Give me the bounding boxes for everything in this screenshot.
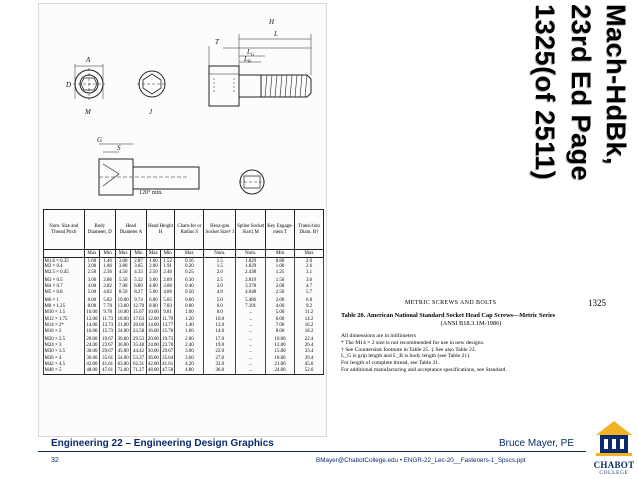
- table-cell: 33.4: [295, 348, 324, 354]
- table-cell: 48.00: [147, 368, 159, 374]
- table-cell: 19.73: [161, 335, 175, 343]
- table-cell: 6.00: [84, 295, 100, 303]
- table-row: [44, 335, 324, 343]
- table-cell: 4.80: [175, 368, 204, 374]
- table-cell-size: M48 × 5: [44, 368, 85, 374]
- label-G: G: [97, 136, 103, 144]
- table-cell: ...: [236, 348, 266, 354]
- socket-head-cap-screw-table: [43, 209, 324, 375]
- table-cell: 3.00: [175, 348, 204, 354]
- table-cell-size: M12 × 1.75: [44, 315, 85, 323]
- table-cell: 2.50: [146, 270, 160, 276]
- table-cell: 1.00: [266, 264, 295, 270]
- table-cell: 32.0: [204, 362, 236, 368]
- subheader-cell: Max: [116, 250, 131, 258]
- table-cell: 5.00: [266, 309, 295, 315]
- running-head: METRIC SCREWS AND BOLTS: [405, 300, 497, 306]
- col-chamfer: Cham-fer or Radius S: [175, 210, 204, 250]
- table-cell: 2.89: [161, 276, 175, 284]
- table-cell: 4.33: [131, 270, 146, 276]
- table-cell: 2.50: [266, 290, 295, 296]
- table-cell: 3.6: [295, 276, 324, 284]
- table-cell: 1.829: [236, 264, 266, 270]
- table-cell-size: M6 × 1: [44, 295, 85, 303]
- table-cell: 10.00: [266, 335, 295, 343]
- table-cell: 0.25: [175, 270, 204, 276]
- table-cell: 14.00: [147, 323, 159, 329]
- table-cell: 2.00: [175, 335, 204, 343]
- subheader-cell: Min: [131, 250, 146, 258]
- table-cell: 10.00: [84, 309, 100, 315]
- table-cell: 1.52: [161, 258, 175, 264]
- table-notes: [341, 333, 616, 374]
- table-cell: 0.60: [175, 295, 204, 303]
- table-cell: 8.00: [84, 303, 100, 309]
- title-line-3: 1325(of 2511): [530, 4, 560, 181]
- col-key: Key Engage-ment T: [266, 210, 295, 250]
- table-cell: 29.67: [162, 348, 174, 354]
- col-spline: Spline Socket Size‡ M: [236, 210, 266, 250]
- table-cell: 53.37: [131, 354, 146, 362]
- table-cell: 5.32: [131, 276, 146, 284]
- table-cell: 29.67: [100, 348, 116, 354]
- col-transition: Transi-tion Diam. B†: [295, 210, 324, 250]
- table-cell: 4.82: [100, 290, 116, 296]
- table-cell: 20.60: [131, 323, 146, 329]
- table-cell: 7.83: [161, 303, 175, 309]
- table-cell-size: M42 × 4.5: [44, 362, 85, 368]
- table-cell: 13.00: [116, 303, 131, 309]
- footer-bar: [38, 438, 586, 452]
- table-cell: 1.25: [266, 270, 295, 276]
- table-row: [44, 368, 324, 374]
- table-cell: 2.00: [146, 264, 160, 270]
- table-cell: 23.58: [131, 329, 146, 335]
- table-cell: 19.0: [204, 342, 236, 348]
- table-cell: 21.00: [266, 362, 295, 368]
- table-cell: 6.00: [146, 295, 160, 303]
- table-cell: ...: [236, 354, 266, 362]
- subheader-cell: Max: [295, 250, 324, 258]
- slide-title: [405, 4, 635, 252]
- author: Bruce Mayer, PE: [498, 438, 574, 449]
- table-cell: 4.00: [84, 284, 100, 290]
- table-cell: 62.31: [131, 362, 146, 368]
- table-cell: 14.2: [295, 315, 324, 323]
- subheader-cell: Min: [266, 250, 295, 258]
- screw-shank: [239, 75, 261, 97]
- table-cell: 15.00: [266, 348, 295, 354]
- table-cell: 1.00: [175, 309, 204, 315]
- table-cell: 35.48: [131, 342, 146, 348]
- table-cell: 9.81: [161, 309, 175, 315]
- table-cell: 4.50: [116, 270, 131, 276]
- table-cell: 0.30: [175, 276, 204, 284]
- table-cell: 5.00: [146, 290, 160, 296]
- table-cell: 39.4: [295, 354, 324, 362]
- subheader-cell: Nom.: [236, 250, 266, 258]
- table-cell: 2.86: [100, 276, 116, 284]
- table-cell: 10.0: [204, 315, 236, 323]
- table-cell: 6.80: [131, 284, 146, 290]
- table-cell: 2.0: [295, 258, 324, 264]
- scanned-handbook-page: [38, 3, 327, 437]
- table-cell: 3.65: [131, 264, 146, 270]
- table-cell: 30.00: [84, 348, 100, 354]
- table-cell: 0.20: [175, 264, 204, 270]
- table-cell: 4.0: [204, 290, 236, 296]
- table-cell: 12.00: [146, 315, 160, 323]
- table-cell: 0.80: [175, 303, 204, 309]
- table-cell-size: M4 × 0.7: [44, 284, 85, 290]
- note-line: For additional manufacturing and acceptance specifications, see Standard.: [341, 366, 507, 373]
- table-cell: 19.67: [100, 335, 116, 343]
- table-cell: 2.87: [131, 258, 146, 264]
- table-cell: 24.00: [266, 368, 295, 374]
- table-cell: 35.64: [161, 354, 175, 362]
- table-cell: 8.00: [266, 329, 295, 335]
- table-cell: 16.00: [147, 329, 159, 335]
- table-cell: 20.00: [84, 335, 100, 343]
- col-body: Body Diameter, D: [84, 210, 115, 250]
- table-cell: 20.00: [146, 335, 160, 343]
- label-LG: $L_G$: [247, 48, 255, 57]
- table-cell-size: M2.5 × 0.45: [44, 270, 85, 276]
- table-cell: 41.61: [100, 362, 116, 368]
- table-cell: 6.0: [204, 303, 236, 309]
- table-row: [44, 315, 324, 323]
- table-cell: 18.00: [266, 354, 295, 362]
- table-cell: 2.0: [204, 270, 236, 276]
- subheader-cell: Max: [175, 250, 204, 258]
- table-cell: 12.70: [131, 303, 146, 309]
- table-cell-size: M5 × 0.8: [44, 290, 85, 296]
- table-row: [44, 295, 324, 303]
- subheader-cell: Min: [161, 250, 175, 258]
- logo-text: CHABOT: [593, 460, 635, 470]
- title-line-2: 23rd Ed Page: [566, 4, 596, 182]
- table-cell-size: M30 × 3.5: [44, 348, 85, 354]
- table-cell: 1.91: [161, 264, 175, 270]
- table-cell: 3.1: [295, 270, 324, 276]
- table-cell: 24.00: [147, 342, 159, 348]
- table-cell: 4.20: [175, 362, 204, 368]
- table-cell: 7.391: [236, 303, 266, 309]
- table-cell: 47.58: [162, 368, 174, 374]
- table-cell: 16.00: [84, 329, 100, 335]
- label-J: J: [149, 108, 153, 116]
- table-cell: 41.61: [162, 362, 174, 368]
- table-cell: 1.5: [204, 264, 236, 270]
- table-cell: 9.74: [131, 295, 146, 303]
- table-cell: 10.00: [116, 295, 131, 303]
- table-cell: 3.0: [204, 284, 236, 290]
- label-H: H: [269, 18, 275, 26]
- table-cell: 6.00: [266, 315, 295, 323]
- table-cell: ...: [236, 323, 266, 329]
- table-cell: 15.73: [100, 329, 116, 335]
- table-cell: 47.61: [100, 368, 116, 374]
- table-cell: 4.00: [146, 284, 160, 290]
- table-cell: ...: [236, 335, 266, 343]
- table-cell: 2.6: [295, 264, 324, 270]
- label-T: T: [215, 38, 219, 46]
- table-cell: 22.0: [204, 348, 236, 354]
- table-cell: 17.63: [131, 315, 146, 323]
- table-cell: 14.00: [84, 323, 100, 329]
- table-cell-size: M1.6 × 0.35: [44, 258, 85, 264]
- table-cell: 12.00: [266, 342, 295, 348]
- table-cell: 18.00: [116, 315, 131, 323]
- table-cell: 48.00: [84, 368, 100, 374]
- col-head-dia: Head Diameter A: [116, 210, 147, 250]
- table-cell: 2.40: [161, 270, 175, 276]
- subheader-blank: [44, 250, 85, 258]
- table-cell: 12.00: [84, 315, 100, 323]
- table-row: [44, 276, 324, 284]
- table-cell: 1.60: [84, 258, 100, 264]
- table-cell: 27.0: [204, 354, 236, 362]
- table-cell-size: M16 × 2: [44, 329, 85, 335]
- note-line: L_G is grip length and L_B is body length (see Table 21).: [341, 353, 471, 360]
- table-cell: 3.00: [266, 295, 295, 303]
- table-cell: 14.0: [204, 329, 236, 335]
- label-M: M: [85, 108, 91, 116]
- course-title: Engineering 22 – Engineering Design Graphics: [51, 438, 274, 449]
- table-cell: ...: [236, 368, 266, 374]
- table-cell: 15.67: [131, 309, 146, 315]
- table-cell: 36.00: [146, 354, 160, 362]
- note-line: For length of complete thread, see Table 21.: [341, 360, 440, 367]
- table-cell: 13.73: [100, 323, 116, 329]
- table-cell: 3.00: [116, 258, 131, 264]
- table-cell: 10.00: [147, 309, 159, 315]
- table-cell: ...: [236, 315, 266, 323]
- table-cell: 52.6: [295, 368, 324, 374]
- label-LB: $L_B$: [244, 55, 251, 64]
- table-cell: 45.00: [116, 348, 131, 354]
- table-cell: 5.00: [84, 290, 100, 296]
- table-cell-size: M20 × 2.5: [44, 335, 85, 343]
- table-cell-size: M8 × 1.25: [44, 303, 85, 309]
- table-cell: 4.7: [295, 284, 324, 290]
- col-hex: Hexa-gon Socket Size† J: [204, 210, 236, 250]
- table-cell: 35.61: [100, 354, 116, 362]
- table-cell: 2.00: [84, 264, 100, 270]
- table-caption: [341, 312, 601, 328]
- table-cell: ...: [236, 309, 266, 315]
- table-cell: 30.00: [147, 348, 159, 354]
- table-cell: 3.80: [116, 264, 131, 270]
- note-line: All dimensions are in millimeters: [341, 333, 416, 339]
- table-cell: 4.86: [161, 290, 175, 296]
- table-cell: 9.78: [100, 309, 116, 315]
- table-cell: 1.60: [146, 258, 160, 264]
- book-page-number: 1325: [588, 298, 606, 308]
- table-cell: 5.7: [295, 290, 324, 296]
- table-cell: 7.78: [100, 303, 116, 309]
- table-cell: 1.50: [266, 276, 295, 284]
- table-cell: 3.378: [236, 284, 266, 290]
- table-cell: 1.60: [175, 329, 204, 335]
- table-cell: 21.00: [116, 323, 131, 329]
- table-cell: 11.79: [161, 315, 175, 323]
- table-cell: 36.00: [84, 354, 100, 362]
- table-subtitle: (ANSI B18.3.1M-1986): [440, 320, 502, 327]
- table-cell: 0.80: [266, 258, 295, 264]
- table-cell: 2.40: [175, 342, 204, 348]
- table-cell: 8.0: [204, 309, 236, 315]
- table-cell: 1.829: [236, 258, 266, 264]
- table-cell: 23.70: [162, 342, 174, 348]
- table-cell: ...: [236, 362, 266, 368]
- col-size: Nom. Size and Thread Pitch: [44, 210, 85, 250]
- table-cell: 5.50: [116, 276, 131, 284]
- table-row: [44, 354, 324, 362]
- table-cell: 16.2: [295, 323, 324, 329]
- table-cell: 11.73: [100, 315, 116, 323]
- table-cell: 2.819: [236, 276, 266, 284]
- col-head-height: Head Height H: [146, 210, 175, 250]
- table-cell: 9.2: [295, 303, 324, 309]
- table-cell: 3.00: [146, 276, 160, 284]
- table-cell: ...: [236, 329, 266, 335]
- table-cell: 7.00: [116, 284, 131, 290]
- table-cell: 3.60: [175, 354, 204, 362]
- table-cell: 12.0: [204, 323, 236, 329]
- table-cell: 6.8: [295, 295, 324, 303]
- table-cell: 1.86: [100, 264, 116, 270]
- table-cell-size: M36 × 4: [44, 354, 85, 362]
- table-cell: 8.00: [146, 303, 160, 309]
- table-cell: 1.20: [175, 315, 204, 323]
- table-cell: 29.53: [131, 335, 146, 343]
- table-cell: 45.6: [295, 362, 324, 368]
- table-cell: 24.00: [84, 342, 100, 348]
- table-cell: 4.00: [266, 303, 295, 309]
- table-cell-size: M14 × 2*: [44, 323, 85, 329]
- table-cell: 11.2: [295, 309, 324, 315]
- table-cell: 18.2: [295, 329, 324, 335]
- table-cell: 4.648: [236, 290, 266, 296]
- label-A: A: [86, 56, 91, 64]
- table-cell: ...: [236, 342, 266, 348]
- footer-file: BMayer@ChabotCollege.edu • ENGR-22_Lec-20__Fasteners-1_Spscs.ppt: [316, 457, 526, 464]
- label-S: S: [117, 144, 121, 152]
- table-cell: 2.5: [204, 276, 236, 284]
- table-cell: 22.4: [295, 335, 324, 343]
- subheader-cell: Max: [146, 250, 160, 258]
- table-cell: 7.00: [266, 323, 295, 329]
- table-cell: 5.85: [161, 295, 175, 303]
- logo-building-icon: [592, 417, 636, 459]
- table-cell: 5.486: [236, 295, 266, 303]
- table-cell: 8.27: [131, 290, 146, 296]
- subheader-cell: Max: [84, 250, 100, 258]
- table-cell: 15.76: [162, 329, 174, 335]
- note-line: * The M14 × 2 size is not recommended for use in new designs.: [341, 339, 485, 346]
- table-cell: 23.67: [100, 342, 116, 348]
- table-cell-size: M2 × 0.4: [44, 264, 85, 270]
- table-cell: 30.00: [116, 335, 131, 343]
- chabot-logo: [592, 417, 636, 477]
- table-cell: 5.82: [100, 295, 116, 303]
- table-cell: 72.00: [116, 368, 131, 374]
- table-cell: 2.00: [266, 284, 295, 290]
- table-cell: 2.50: [84, 270, 100, 276]
- table-cell-size: M10 × 1.5: [44, 309, 85, 315]
- table-cell: 2.438: [236, 270, 266, 276]
- subheader-cell: Min: [100, 250, 116, 258]
- table-cell: 36.0: [204, 368, 236, 374]
- table-cell: 0.16: [175, 258, 204, 264]
- table-cell: 24.00: [116, 329, 131, 335]
- title-line-1: Mach-HdBk,: [601, 4, 631, 166]
- label-angle: 120° min.: [139, 190, 163, 196]
- note-line: † See Countersink footnote in Table 25. ‡ See also Table 23.: [341, 346, 476, 353]
- logo-subtext: COLLEGE: [599, 470, 629, 476]
- label-L: L: [274, 30, 278, 38]
- table-cell: 13.77: [162, 323, 174, 329]
- table-cell: 16.00: [116, 309, 131, 315]
- table-cell: 26.4: [295, 342, 324, 348]
- subheader-cell: Nom.: [204, 250, 236, 258]
- table-cell: 71.27: [131, 368, 146, 374]
- table-cell: 17.0: [204, 335, 236, 343]
- table-cell: 2.36: [100, 270, 116, 276]
- table-cell: 42.00: [84, 362, 100, 368]
- table-cell: 0.50: [175, 290, 204, 296]
- table-cell: 3.88: [161, 284, 175, 290]
- table-cell: 3.82: [100, 284, 116, 290]
- table-cell-size: M24 × 3: [44, 342, 85, 348]
- cap-screw-drawing: [39, 4, 327, 209]
- table-cell: 8.50: [116, 290, 131, 296]
- label-D: D: [66, 81, 72, 89]
- table-cell: 44.42: [131, 348, 146, 354]
- table-cell: 3.00: [84, 276, 100, 284]
- screw-head-side: [209, 66, 239, 106]
- table-title: Table 20. American National Standard Socket Head Cap Screws—Metric Series: [341, 312, 556, 319]
- table-cell: 5.0: [204, 295, 236, 303]
- table-cell: 54.00: [116, 354, 131, 362]
- slide-number: 32: [51, 457, 59, 464]
- table-cell: 1.5: [204, 258, 236, 264]
- table-cell-size: M3 × 0.5: [44, 276, 85, 284]
- table-cell: 63.00: [116, 362, 131, 368]
- table-cell: 0.40: [175, 284, 204, 290]
- table-cell: 36.00: [116, 342, 131, 348]
- table-cell: 1.46: [100, 258, 116, 264]
- table-cell: 1.40: [175, 323, 204, 329]
- table-cell: 42.00: [147, 362, 159, 368]
